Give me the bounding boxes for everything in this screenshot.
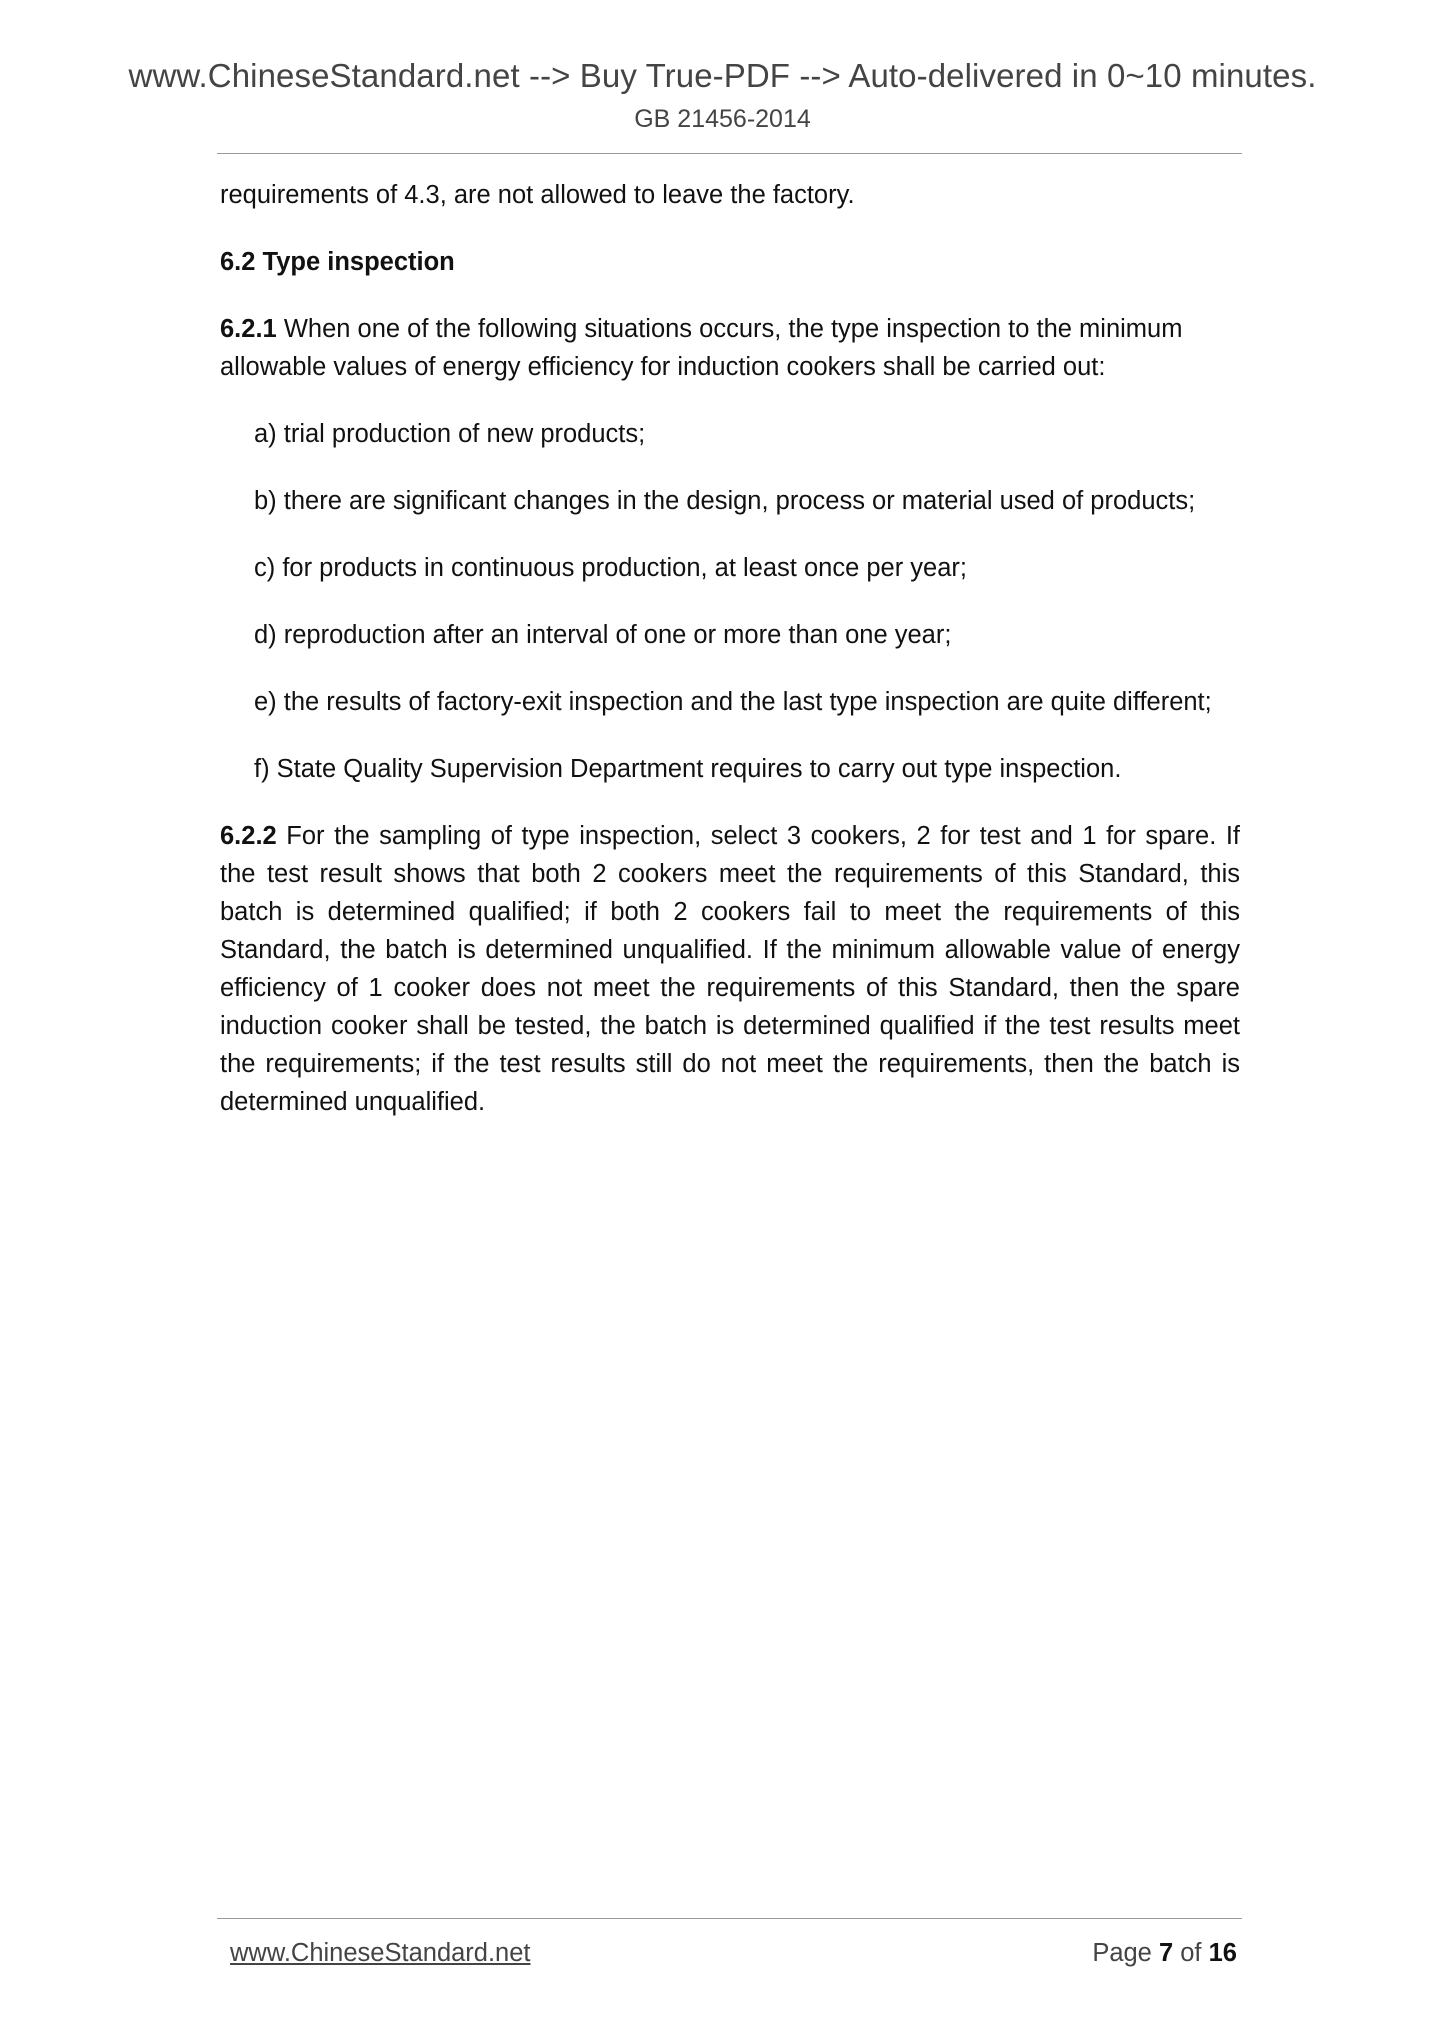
document-number: GB 21456-2014 (634, 105, 811, 133)
site-banner: www.ChineseStandard.net --> Buy True-PDF --> Auto-delivered in 0~10 minutes. (128, 57, 1317, 94)
clause-text: When one of the following situations occurs, the type inspection to the minimum allowable values of energy efficiency for induction cookers shall be carried out: (220, 315, 1183, 381)
page-label: Page (1092, 1939, 1152, 1967)
page-of-label: of (1180, 1939, 1202, 1967)
clause-6-2-1 (220, 310, 1240, 386)
list-item: a) trial production of new products; (254, 420, 646, 448)
list-item: c) for products in continuous production, at least once per year; (254, 554, 967, 582)
page-indicator (1092, 1937, 1237, 1969)
clause-6-2-2 (220, 817, 1240, 1121)
clause-text: For the sampling of type inspection, select 3 cookers, 2 for test and 1 for spare. If the test result shows that both 2 cookers meet the requirements of this Standard, this batch is determined qualified; if both 2 cookers fail to meet the requirements of this Standard, the batch is determined unqualified. If the minimum allowable value of energy efficiency of 1 cooker does not meet the requirements of this Standard, then the spare induction cooker shall be tested, the batch is determined qualified if the test results meet the requirements; if the test results still do not meet the requirements, then the batch is determined unqualified. (220, 822, 1240, 1116)
continuation-paragraph: requirements of 4.3, are not allowed to leave the factory. (220, 181, 855, 209)
clause-number: 6.2.2 (220, 822, 277, 850)
list-item: b) there are significant changes in the design, process or material used of products; (254, 487, 1196, 515)
footer-divider (217, 1918, 1242, 1919)
current-page-number: 7 (1158, 1939, 1174, 1967)
list-item: d) reproduction after an interval of one or more than one year; (254, 621, 952, 649)
page-body (220, 176, 1240, 1150)
section-heading: 6.2 Type inspection (220, 248, 455, 276)
header-divider (217, 153, 1242, 154)
footer-website-link[interactable]: www.ChineseStandard.net (230, 1939, 531, 1967)
list-item: e) the results of factory-exit inspection and the last type inspection are quite different; (254, 688, 1212, 716)
clause-number: 6.2.1 (220, 315, 277, 343)
total-pages-number: 16 (1208, 1939, 1237, 1967)
list-item: f) State Quality Supervision Department requires to carry out type inspection. (254, 755, 1122, 783)
